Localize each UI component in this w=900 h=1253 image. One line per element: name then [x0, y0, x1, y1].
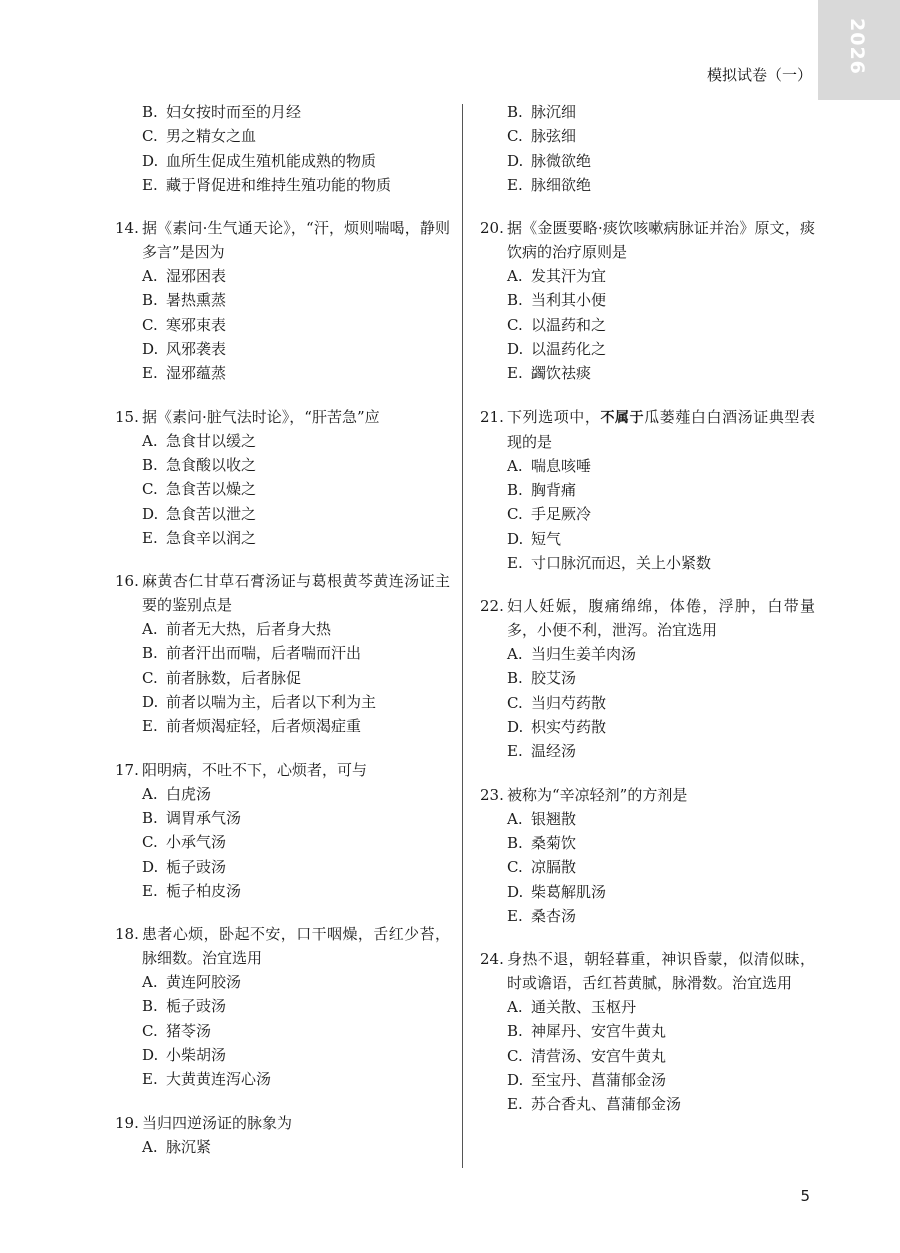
- question-17: [115, 758, 450, 903]
- option-b: B. 暑热熏蒸: [142, 291, 227, 310]
- option-c: C. 清营汤、安宫牛黄丸: [507, 1046, 667, 1065]
- option-a: A. 急食甘以缓之: [142, 431, 257, 450]
- option-e: E. 前者烦渴症轻，后者烦渴症重: [142, 717, 362, 736]
- question-number: 22.: [480, 597, 504, 616]
- option-b: B. 当利其小便: [507, 291, 607, 310]
- question-20: [480, 216, 815, 385]
- option-e: E. 苏合香丸、菖蒲郁金汤: [507, 1095, 682, 1114]
- option-a: A. 黄连阿胶汤: [142, 973, 242, 992]
- option-c: C. 以温药和之: [507, 315, 607, 334]
- question-stem: [480, 947, 815, 995]
- option-a: A. 通关散、玉枢丹: [507, 998, 637, 1017]
- question-text: 据《素问·生气通天论》，“汗，烦则喘喝，静则多言”是因为: [142, 219, 450, 262]
- option-d: D. 风邪袭表: [142, 340, 227, 359]
- option-a: A. 白虎汤: [142, 784, 212, 803]
- option-c: C. 凉膈散: [507, 858, 577, 877]
- question-stem: [480, 594, 815, 642]
- page-number: 5: [800, 1187, 810, 1205]
- option-b: B. 神犀丹、安宫牛黄丸: [507, 1022, 667, 1041]
- option-a: A. 湿邪困表: [142, 267, 227, 286]
- options-list: [115, 1135, 450, 1159]
- option-c: C. 小承气汤: [142, 833, 227, 852]
- option-a: A. 前者无大热，后者身大热: [142, 620, 332, 639]
- question-text: 妇人妊娠，腹痛绵绵，体倦，浮肿，白带量多，小便不利，泄泻。治宜选用: [507, 597, 815, 640]
- option-d: D. 短气: [507, 529, 562, 548]
- question-18: [115, 922, 450, 1091]
- question-text: 下列选项中，不属于瓜蒌薤白白酒汤证典型表现的是: [507, 407, 815, 451]
- question-text: 阳明病，不吐不下，心烦者，可与: [142, 760, 368, 779]
- options-list: [115, 617, 450, 738]
- option-d: D. 栀子豉汤: [142, 857, 227, 876]
- options-list: [115, 970, 450, 1091]
- question-24: [480, 947, 815, 1116]
- options-list: [115, 100, 450, 197]
- option-a: A. 喘息咳唾: [507, 456, 592, 475]
- option-e: E. 藏于肾促进和维持生殖功能的物质: [142, 175, 392, 194]
- option-d: D. 至宝丹、菖蒲郁金汤: [507, 1071, 667, 1090]
- question-number: 14.: [115, 219, 139, 238]
- option-d: D. 脉微欲绝: [507, 151, 592, 170]
- option-e: E. 脉细欲绝: [507, 175, 592, 194]
- question-stem: [480, 405, 815, 454]
- option-d: D. 以温药化之: [507, 340, 607, 359]
- option-e: E. 蠲饮祛痰: [507, 364, 592, 383]
- options-list: [480, 454, 815, 575]
- question-text: 患者心烦，卧起不安，口干咽燥，舌红少苔，脉细数。治宜选用: [142, 925, 450, 968]
- option-e: E. 栀子柏皮汤: [142, 881, 242, 900]
- options-list: [480, 807, 815, 928]
- option-a: A. 当归生姜羊肉汤: [507, 645, 637, 664]
- option-c: C. 猪苓汤: [142, 1021, 212, 1040]
- emphasis-text: 不属于: [600, 409, 645, 426]
- question-number: 20.: [480, 219, 504, 238]
- option-e: E. 寸口脉沉而迟，关上小紧数: [507, 553, 712, 572]
- question-text: 被称为“辛凉轻剂”的方剂是: [507, 785, 688, 804]
- question-number: 24.: [480, 950, 504, 969]
- page-title: 模拟试卷（一）: [706, 66, 812, 84]
- question-stem: [480, 783, 815, 807]
- option-d: D. 小柴胡汤: [142, 1046, 227, 1065]
- option-b: B. 桑菊饮: [507, 833, 577, 852]
- year-label: 2026: [846, 18, 868, 75]
- option-b: B. 胸背痛: [507, 480, 577, 499]
- question-23: [480, 783, 815, 928]
- options-list: [480, 100, 815, 197]
- question-15: [115, 405, 450, 550]
- options-list: [480, 642, 815, 763]
- option-b: B. 胶艾汤: [507, 669, 577, 688]
- question-stem: [115, 569, 450, 617]
- option-b: B. 前者汗出而喘，后者喘而汗出: [142, 644, 362, 663]
- option-a: A. 脉沉紧: [142, 1137, 212, 1156]
- question-13-continuation: [115, 100, 450, 197]
- question-text: 麻黄杏仁甘草石膏汤证与葛根黄芩黄连汤证主要的鉴别点是: [142, 572, 450, 615]
- column-divider: [462, 104, 463, 1168]
- question-number: 18.: [115, 925, 139, 944]
- option-b: B. 调胃承气汤: [142, 808, 242, 827]
- question-number: 15.: [115, 407, 139, 426]
- option-d: D. 急食苦以泄之: [142, 504, 257, 523]
- option-d: D. 枳实芍药散: [507, 718, 607, 737]
- option-c: C. 急食苦以燥之: [142, 480, 257, 499]
- option-a: A. 发其汗为宜: [507, 267, 607, 286]
- option-c: C. 脉弦细: [507, 127, 577, 146]
- options-list: [480, 264, 815, 385]
- question-stem: [115, 216, 450, 264]
- question-text: 据《金匮要略·痰饮咳嗽病脉证并治》原文，痰饮病的治疗原则是: [507, 219, 815, 262]
- options-list: [115, 264, 450, 385]
- question-22: [480, 594, 815, 763]
- question-19-continuation: [480, 100, 815, 197]
- question-text: 身热不退，朝轻暮重，神识昏蒙，似清似昧，时或谵语，舌红苔黄腻，脉滑数。治宜选用: [507, 950, 815, 993]
- option-e: E. 急食辛以润之: [142, 528, 257, 547]
- question-stem: [115, 922, 450, 970]
- right-column: [480, 100, 815, 1136]
- question-16: [115, 569, 450, 738]
- option-a: A. 银翘散: [507, 809, 577, 828]
- option-e: E. 湿邪蕴蒸: [142, 364, 227, 383]
- question-stem: [115, 758, 450, 782]
- options-list: [115, 429, 450, 550]
- option-d: D. 血所生促成生殖机能成熟的物质: [142, 151, 377, 170]
- option-e: E. 大黄黄连泻心汤: [142, 1070, 272, 1089]
- question-stem: [480, 216, 815, 264]
- option-e: E. 桑杏汤: [507, 906, 577, 925]
- question-14: [115, 216, 450, 385]
- question-number: 19.: [115, 1113, 139, 1132]
- option-b: B. 急食酸以收之: [142, 455, 257, 474]
- option-e: E. 温经汤: [507, 742, 577, 761]
- question-number: 23.: [480, 785, 504, 804]
- question-21: [480, 405, 815, 575]
- question-stem: [115, 1111, 450, 1135]
- option-b: B. 脉沉细: [507, 103, 577, 121]
- option-b: B. 妇女按时而至的月经: [142, 103, 302, 121]
- option-c: C. 前者脉数，后者脉促: [142, 668, 302, 687]
- question-text: 当归四逆汤证的脉象为: [142, 1113, 293, 1132]
- options-list: [115, 782, 450, 903]
- question-19: [115, 1111, 450, 1159]
- option-c: C. 寒邪束表: [142, 315, 227, 334]
- left-column: [115, 100, 450, 1178]
- option-b: B. 栀子豉汤: [142, 997, 227, 1016]
- question-stem: [115, 405, 450, 429]
- option-d: D. 前者以喘为主，后者以下利为主: [142, 693, 377, 712]
- options-list: [480, 995, 815, 1116]
- option-c: C. 手足厥冷: [507, 505, 592, 524]
- question-number: 16.: [115, 572, 139, 591]
- option-c: C. 男之精女之血: [142, 127, 257, 146]
- question-number: 17.: [115, 760, 139, 779]
- year-tab: [818, 0, 900, 100]
- question-number: 21.: [480, 407, 504, 426]
- question-text: 据《素问·脏气法时论》，“肝苦急”应: [142, 407, 380, 426]
- option-c: C. 当归芍药散: [507, 693, 607, 712]
- option-d: D. 柴葛解肌汤: [507, 882, 607, 901]
